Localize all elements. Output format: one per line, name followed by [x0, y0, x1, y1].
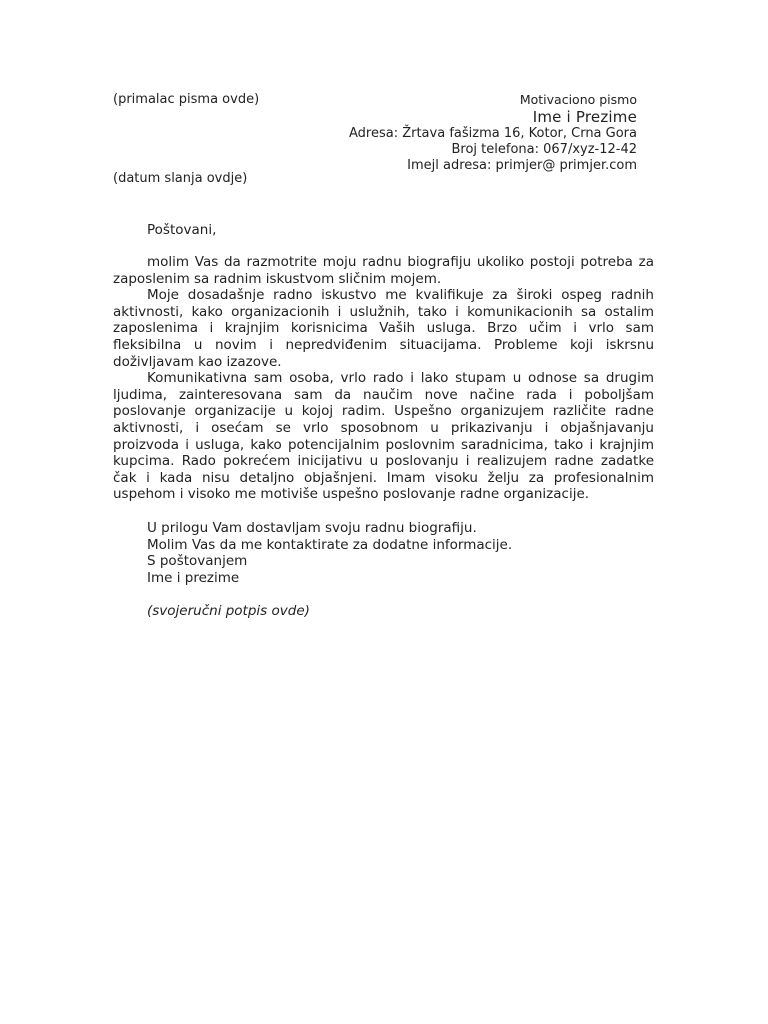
signature-placeholder: (svojeručni potpis ovde)	[147, 603, 310, 619]
recipient-placeholder: (primalac pisma ovde)	[113, 92, 260, 107]
sender-name: Ime i Prezime	[532, 108, 637, 126]
contact-line: Molim Vas da me kontaktirate za dodatne informacije.	[147, 536, 513, 553]
body-paragraph-experience: Moje dosadašnje radno iskustvo me kvalifikuje za široki ospeg radnih aktivnosti, kako organizacionih i uslužnih, tako i komunikacionih sa ostalim zaposlenima i krajnjim korisnicima Vaših usluga. Brzo učim i vrlo sam fleksibilna u novim i nepredviđenim situacijama. Probleme koji iskrsnu doživljavam kao izazove.	[113, 287, 654, 370]
closing-name: Ime i prezime	[147, 569, 240, 586]
sender-email: Imejl adresa: primjer@ primjer.com	[407, 158, 637, 173]
body-paragraph-intro: molim Vas da razmotrite moju radnu biografiju ukoliko postoji potreba za zaposlenim sa radnim iskustvom sličnim mojem.	[113, 254, 654, 287]
sender-address: Adresa: Žrtava fašizma 16, Kotor, Crna Gora	[348, 126, 637, 141]
body-paragraph-communication: Komunikativna sam osoba, vrlo rado i lako stupam u odnose sa drugim ljudima, zainteresovana sam da naučim nove načine rada i poboljšam poslovanje organizacije u kojoj radim. Uspešno organizujem različite radne aktivnosti, i osećam se vrlo sposobnom u prikazivanju i objašnjavanju proizvoda i usluga, kako potencijalnim poslovnim saradnicima, tako i krajnjim kupcima. Rado pokrećem inicijativu u poslovanju i realizujem radne zadatke čak i kada nisu detaljno objašnjeni. Imam visoku želju za profesionalnim uspehom i visoko me motiviše uspešno poslovanje radne organizacije.	[113, 370, 654, 503]
document-title: Motivaciono pismo	[519, 92, 637, 107]
letter-body	[113, 254, 654, 503]
regards-line: S poštovanjem	[147, 553, 248, 570]
date-placeholder: (datum slanja ovdje)	[113, 171, 248, 186]
sender-phone: Broj telefona: 067/xyz-12-42	[451, 142, 637, 157]
closing-block	[147, 520, 512, 586]
attachment-line: U prilogu Vam dostavljam svoju radnu biografiju.	[147, 520, 477, 536]
greeting: Poštovani,	[147, 222, 217, 238]
sender-block	[349, 92, 637, 174]
